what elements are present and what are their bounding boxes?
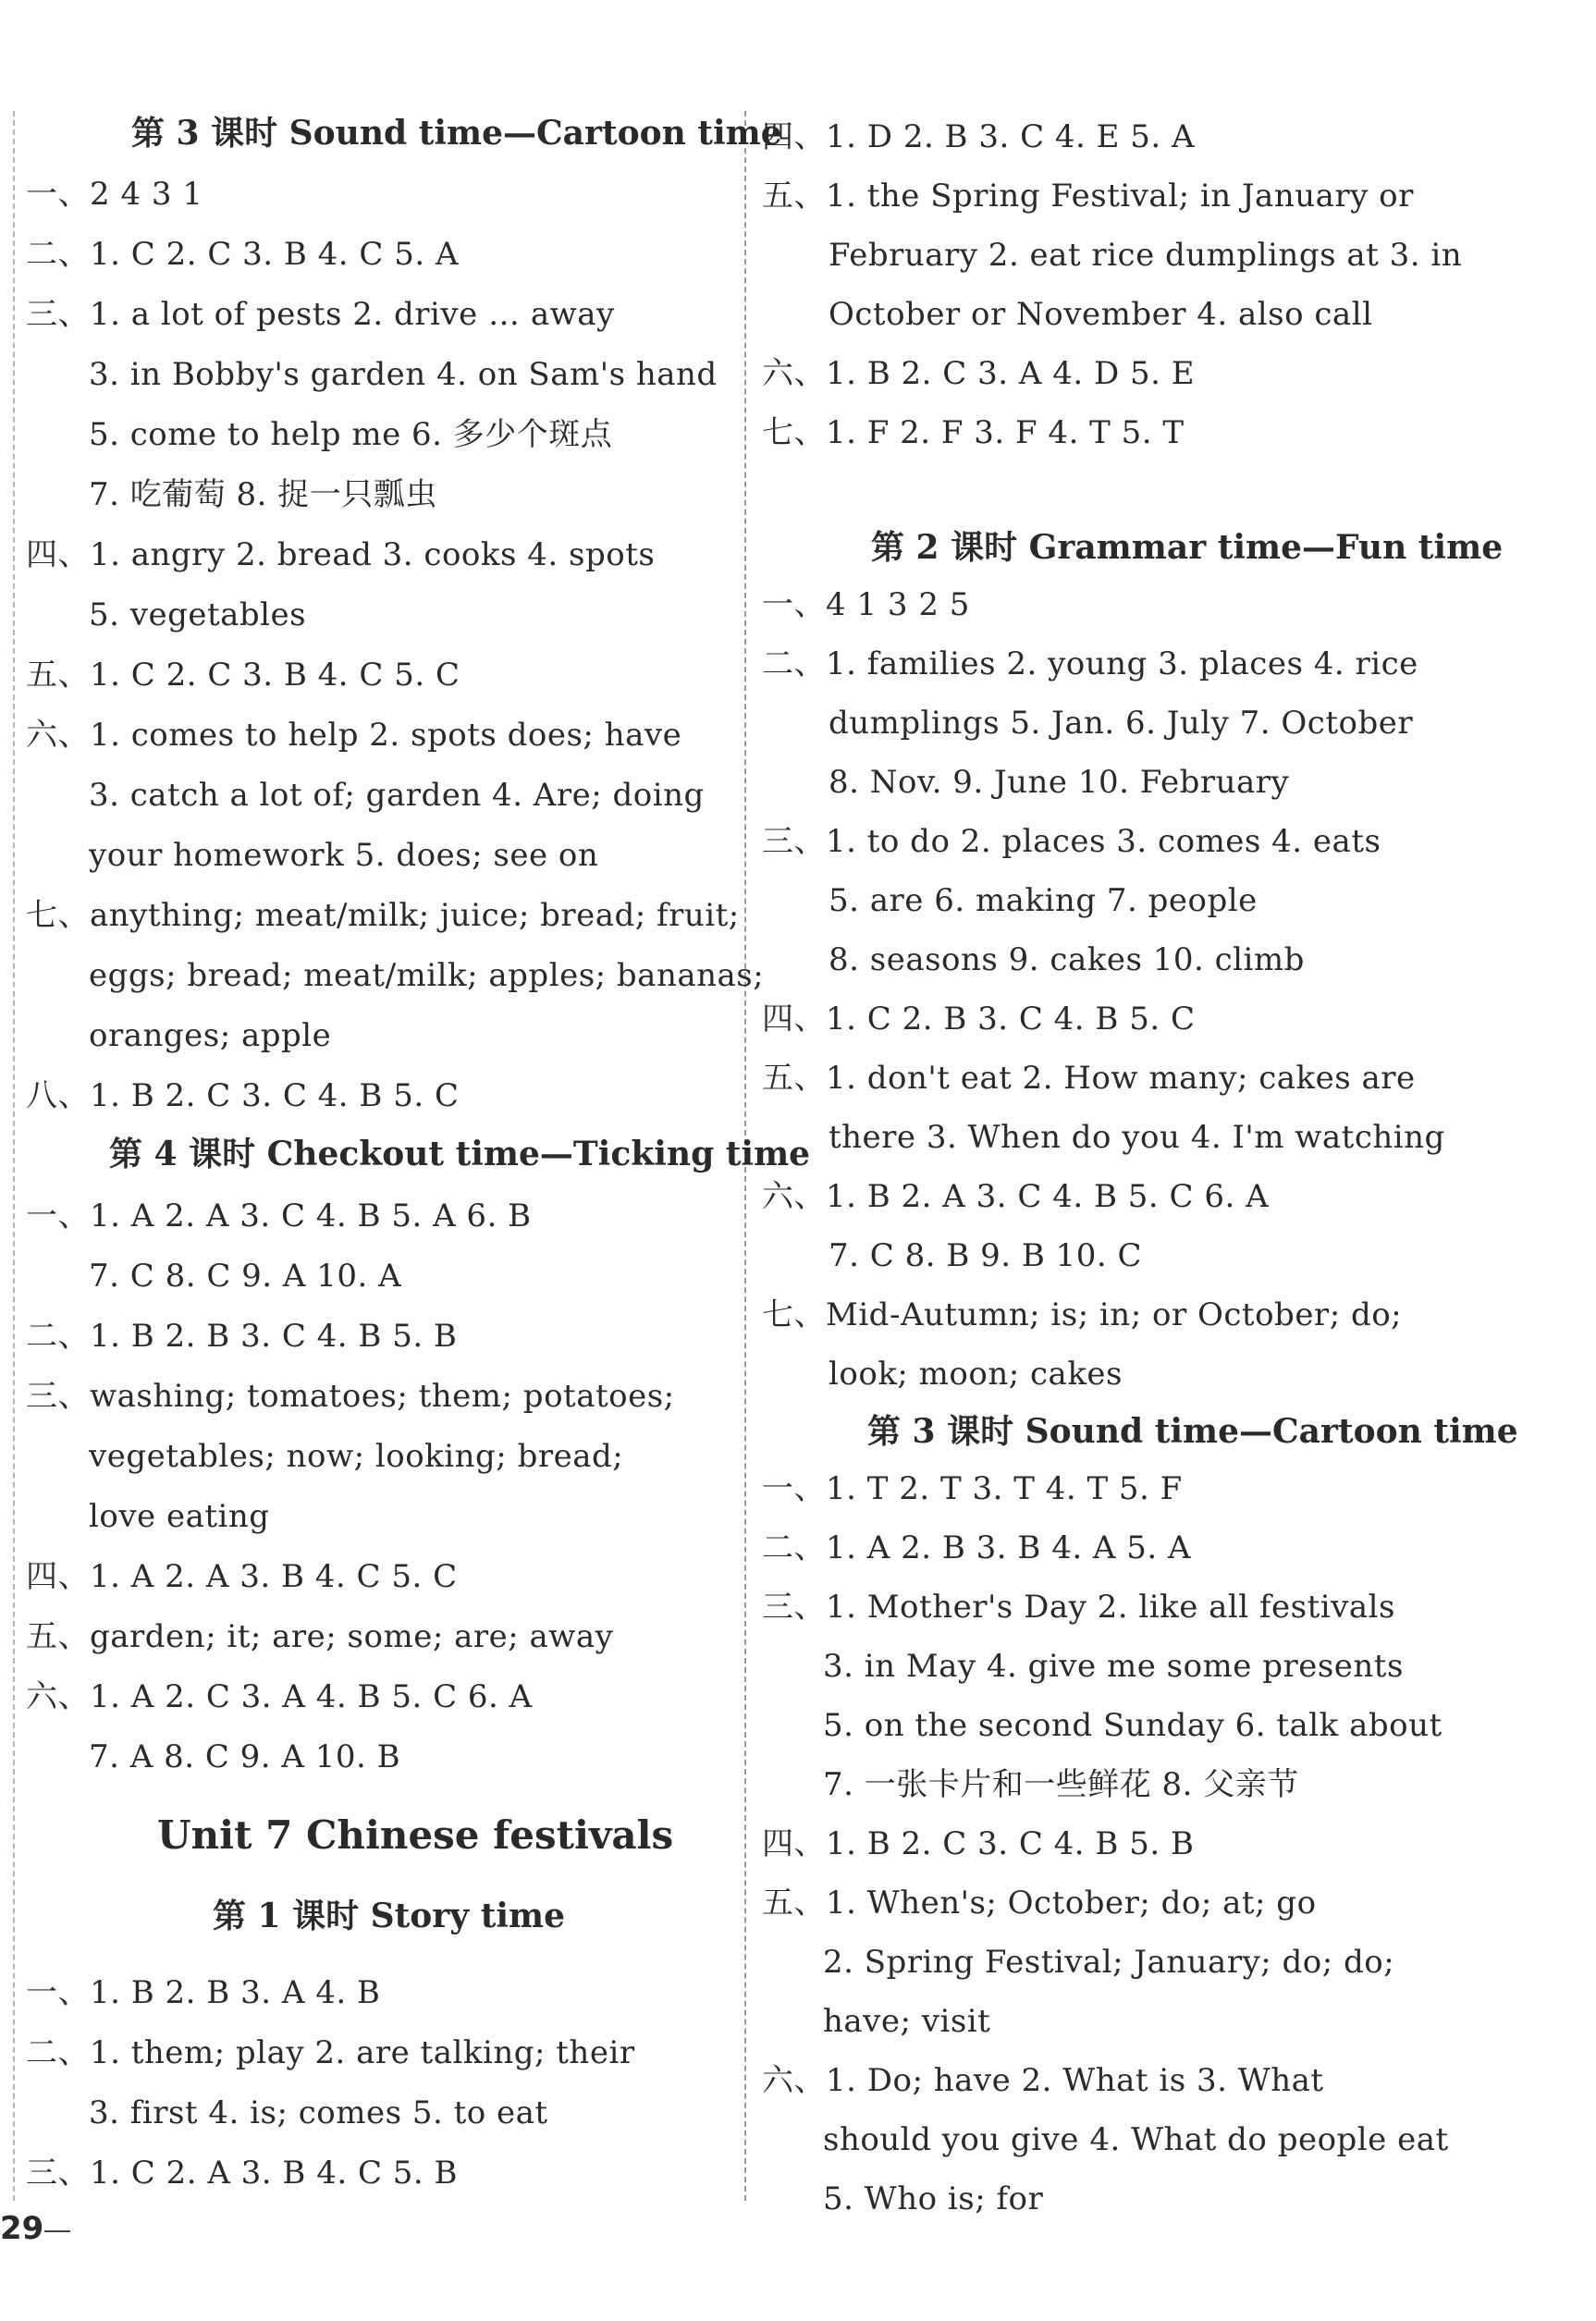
answer-line: have; visit [823,2003,991,2040]
answer-line: there 3. When do you 4. I'm watching [829,1119,1445,1156]
answer-line: 六、1. Do; have 2. What is 3. What [762,2062,1324,2099]
answer-line: 8. seasons 9. cakes 10. climb [829,941,1305,978]
answer-line: 八、1. B 2. C 3. C 4. B 5. C [26,1077,460,1114]
answer-line: 2. Spring Festival; January; do; do; [823,1944,1395,1981]
lesson-heading: 第 2 课时 Grammar time—Fun time [871,528,1504,567]
left-margin-rule [13,111,15,2201]
answer-line: 二、1. them; play 2. are talking; their [26,2034,635,2071]
answer-line: 三、1. Mother's Day 2. like all festivals [762,1589,1395,1626]
lesson-heading: 第 3 课时 Sound time—Cartoon time [867,1412,1518,1451]
answer-line: your homework 5. does; see on [89,837,599,874]
answer-line: 3. first 4. is; comes 5. to eat [89,2094,548,2131]
answer-line: 五、1. C 2. C 3. B 4. C 5. C [26,657,460,694]
lesson-heading: 第 3 课时 Sound time—Cartoon time [131,114,782,153]
answer-line: 5. Who is; for [823,2180,1044,2217]
answer-line: 7. 吃葡萄 8. 捉一只瓢虫 [89,476,437,513]
answer-line: look; moon; cakes [829,1356,1123,1393]
answer-line: 一、1. A 2. A 3. C 4. B 5. A 6. B [26,1197,532,1234]
answer-line: 5. come to help me 6. 多少个斑点 [89,416,613,453]
answer-line: 7. A 8. C 9. A 10. B [89,1738,401,1775]
answer-line: 5. are 6. making 7. people [829,882,1258,919]
unit-heading: Unit 7 Chinese festivals [157,1812,674,1858]
lesson-heading: 第 4 课时 Checkout time—Ticking time [109,1135,811,1173]
answer-line: 一、1. B 2. B 3. A 4. B [26,1974,381,2011]
answer-line: 四、1. D 2. B 3. C 4. E 5. A [762,118,1196,155]
answer-line: 二、1. C 2. C 3. B 4. C 5. A [26,236,460,273]
answer-line: 三、1. to do 2. places 3. comes 4. eats [762,823,1381,860]
answer-line: 四、1. C 2. B 3. C 4. B 5. C [762,1001,1196,1038]
answer-line: 一、4 1 3 2 5 [762,586,970,623]
answer-line: 五、1. the Spring Festival; in January or [762,178,1414,215]
answer-line: 四、1. B 2. C 3. C 4. B 5. B [762,1825,1195,1862]
page-number: 29 [0,2210,44,2247]
answer-line: 七、1. F 2. F 3. F 4. T 5. T [762,414,1185,451]
answer-line: 二、1. A 2. B 3. B 4. A 5. A [762,1529,1192,1566]
answer-line: 5. on the second Sunday 6. talk about [823,1707,1443,1744]
answer-line: 三、1. a lot of pests 2. drive … away [26,296,615,333]
answer-line: 五、garden; it; are; some; are; away [26,1618,614,1655]
answer-line: 二、1. B 2. B 3. C 4. B 5. B [26,1318,458,1355]
answer-line: 一、1. T 2. T 3. T 4. T 5. F [762,1470,1183,1507]
answer-line: 二、1. families 2. young 3. places 4. rice [762,645,1418,682]
answer-line: 5. vegetables [89,596,307,633]
answer-line: 四、1. A 2. A 3. B 4. C 5. C [26,1558,458,1595]
answer-line: love eating [89,1498,270,1535]
answer-line: 3. catch a lot of; garden 4. Are; doing [89,777,705,814]
answer-line: 六、1. A 2. C 3. A 4. B 5. C 6. A [26,1678,533,1715]
answer-line: 7. 一张卡片和一些鲜花 8. 父亲节 [823,1766,1299,1803]
answer-line: February 2. eat rice dumplings at 3. in [829,237,1463,274]
answer-line: 五、1. When's; October; do; at; go [762,1885,1317,1922]
answer-line: 四、1. angry 2. bread 3. cooks 4. spots [26,536,656,573]
answer-line: 8. Nov. 9. June 10. February [829,764,1290,801]
answer-line: 3. in Bobby's garden 4. on Sam's hand [89,356,718,393]
answer-line: 3. in May 4. give me some presents [823,1648,1404,1685]
answer-line: 六、1. B 2. A 3. C 4. B 5. C 6. A [762,1178,1270,1215]
answer-line: 三、washing; tomatoes; them; potatoes; [26,1378,675,1415]
answer-line: 一、2 4 3 1 [26,176,203,213]
answer-line: vegetables; now; looking; bread; [89,1438,624,1475]
answer-line: 七、anything; meat/milk; juice; bread; fruit; [26,897,740,934]
answer-line: eggs; bread; meat/milk; apples; bananas; [89,957,765,994]
page-number-dash [44,2230,70,2232]
answer-line: 7. C 8. C 9. A 10. A [89,1258,402,1295]
answer-line: oranges; apple [89,1017,332,1054]
answer-line: 六、1. B 2. C 3. A 4. D 5. E [762,355,1196,392]
answer-line: dumplings 5. Jan. 6. July 7. October [829,705,1414,742]
answer-line: should you give 4. What do people eat [823,2121,1449,2158]
answer-line: 六、1. comes to help 2. spots does; have [26,717,682,754]
answer-line: 七、Mid-Autumn; is; in; or October; do; [762,1296,1403,1333]
answer-line: October or November 4. also call [829,296,1373,333]
lesson-heading: 第 1 课时 Story time [213,1897,566,1935]
answer-line: 7. C 8. B 9. B 10. C [829,1237,1143,1274]
answer-line: 五、1. don't eat 2. How many; cakes are [762,1060,1416,1097]
answer-line: 三、1. C 2. A 3. B 4. C 5. B [26,2155,459,2192]
